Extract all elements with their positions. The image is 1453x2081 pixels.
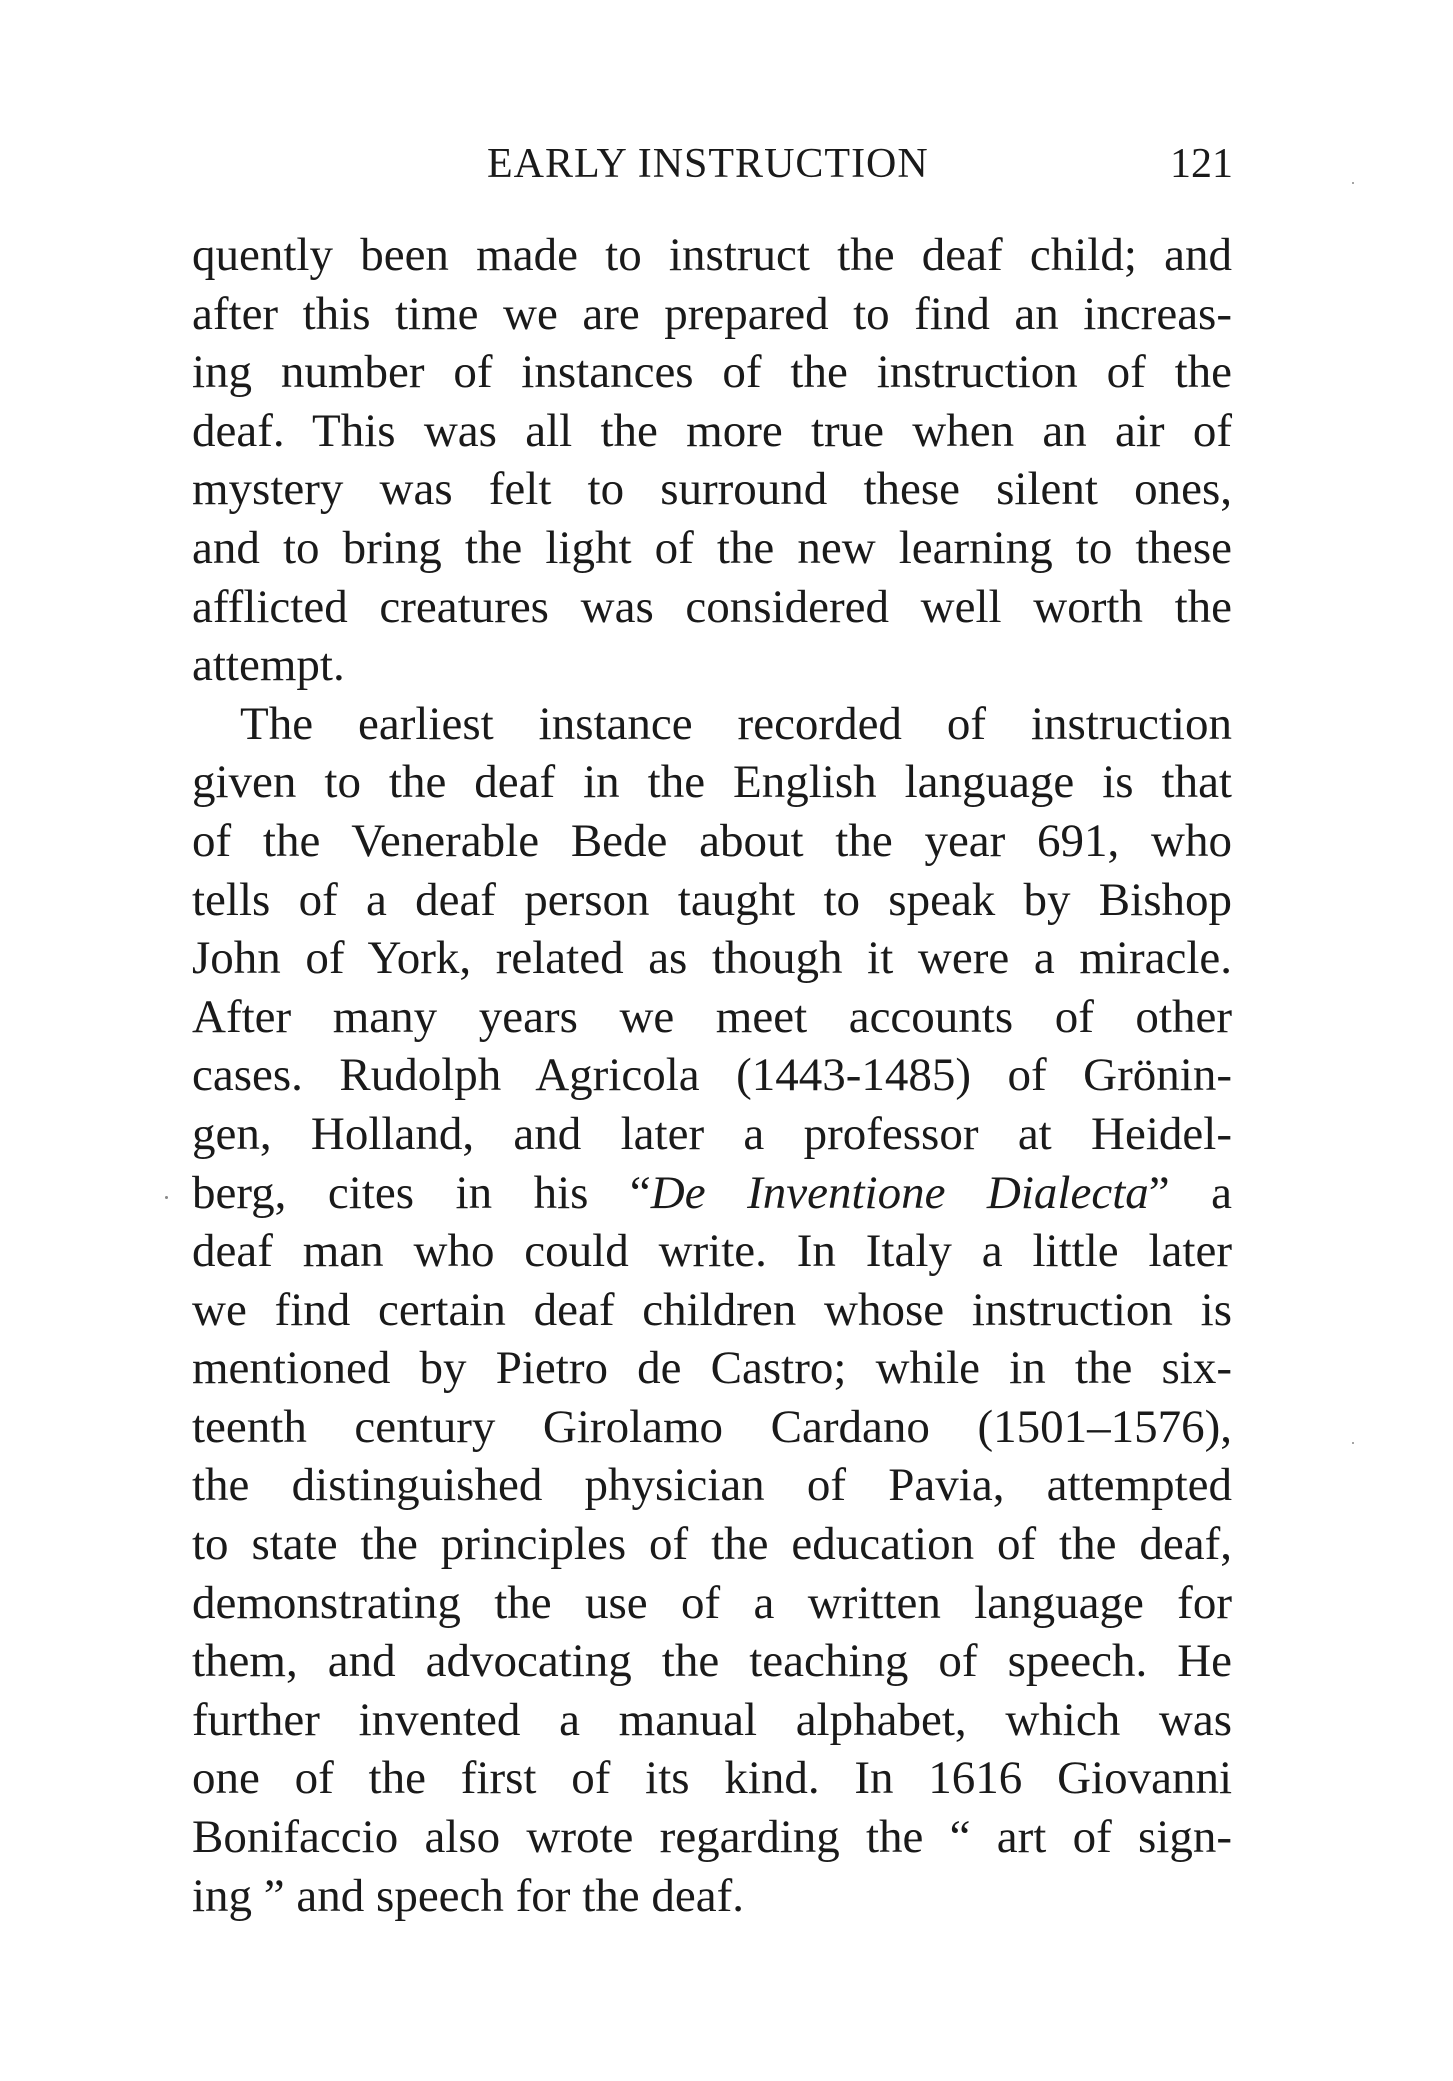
text-line: mystery was felt to surround these silent ones,: [192, 463, 1232, 516]
text-line: given to the deaf in the English language is that: [192, 756, 1232, 809]
text-line: further invented a manual alphabet, which was: [192, 1693, 1232, 1746]
text-line: gen, Holland, and later a professor at Heidel-: [192, 1107, 1232, 1160]
text-line-with-title: [192, 1164, 1232, 1223]
text-line: them, and advocating the teaching of speech. He: [192, 1635, 1232, 1688]
book-title-italic: De Inventione Dialecta: [650, 1166, 1149, 1219]
text-line: the distinguished physician of Pavia, attempted: [192, 1459, 1232, 1512]
text-line: After many years we meet accounts of other: [192, 990, 1232, 1043]
text-line: afflicted creatures was considered well worth the: [192, 580, 1232, 633]
paragraph-end-line: attempt.: [192, 639, 345, 692]
text-line: deaf. This was all the more true when an air of: [192, 404, 1232, 457]
text-line: demonstrating the use of a written language for: [192, 1576, 1232, 1629]
line-segment: ” a: [1148, 1166, 1232, 1219]
text-line: John of York, related as though it were a miracle.: [192, 932, 1232, 985]
paper-speck: [1352, 182, 1354, 184]
body-text: [192, 226, 1232, 1925]
text-line: we find certain deaf children whose instruction is: [192, 1283, 1232, 1336]
page-number: 121: [1170, 141, 1233, 187]
text-line: mentioned by Pietro de Castro; while in the six-: [192, 1342, 1232, 1395]
text-line: after this time we are prepared to find an increas-: [192, 287, 1232, 340]
paper-speck: [1352, 1442, 1354, 1444]
text-line: to state the principles of the education of the deaf,: [192, 1518, 1232, 1571]
running-title: EARLY INSTRUCTION: [487, 141, 929, 187]
paragraph-start-line: The earliest instance recorded of instruction: [240, 697, 1232, 750]
text-line: teenth century Girolamo Cardano (1501–1576),: [192, 1400, 1232, 1453]
text-line: one of the first of its kind. In 1616 Giovanni: [192, 1752, 1232, 1805]
text-line: Bonifaccio also wrote regarding the “ art of sign-: [192, 1811, 1232, 1864]
text-line: quently been made to instruct the deaf child; and: [192, 229, 1232, 281]
running-head: [190, 138, 1233, 190]
text-line: cases. Rudolph Agricola (1443-1485) of Grönin-: [192, 1049, 1232, 1102]
paper-speck: [165, 1196, 168, 1199]
text-line: ing number of instances of the instruction of the: [192, 346, 1232, 399]
text-line: of the Venerable Bede about the year 691, who: [192, 814, 1232, 867]
line-segment: berg, cites in his “: [192, 1166, 651, 1219]
paragraph-end-line: ing ” and speech for the deaf.: [192, 1869, 744, 1922]
text-line: tells of a deaf person taught to speak by Bishop: [192, 873, 1232, 926]
text-line: and to bring the light of the new learning to these: [192, 521, 1232, 574]
text-line: deaf man who could write. In Italy a little later: [192, 1225, 1232, 1278]
